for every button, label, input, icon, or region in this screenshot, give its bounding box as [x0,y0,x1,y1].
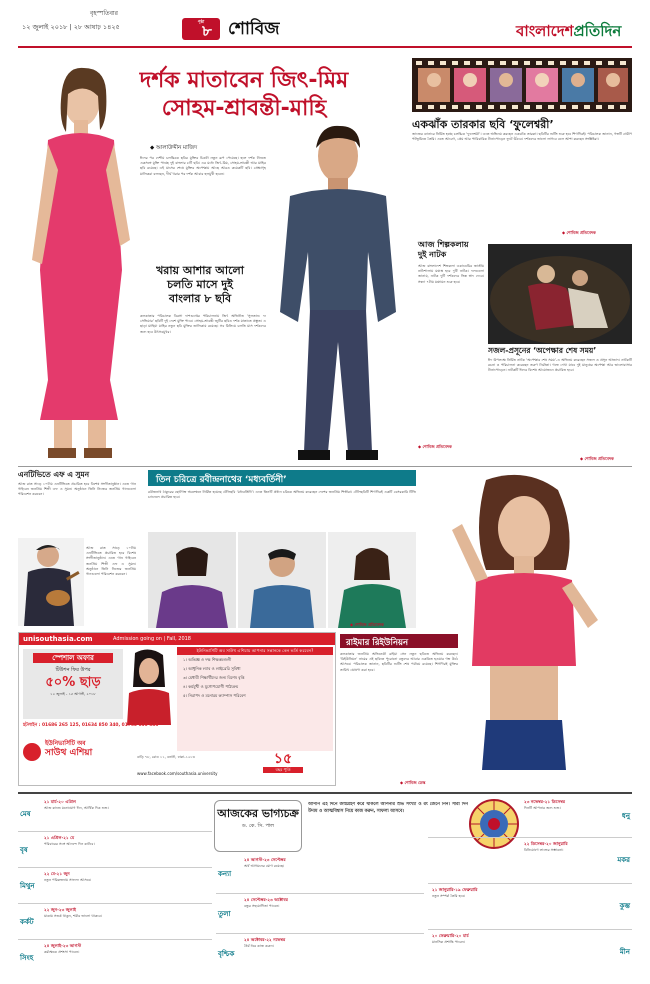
tagore-body: রবীন্দ্রনাথ ঠাকুরের ছোটগল্প অবলম্বনে নির্মিত হয়েছে টেলিছবি ‘মধ্যবর্তিনী’। এতে তিনটি প্রধান চরিত্রে অভিনয় করেছেন দেশের জনপ্রিয় শিল্পীরা। টেলিছবিটি শিগগিরই একটি বেসরকারি টিভি চ্যানেলে প্রচারিত হবে। [148,490,416,500]
ad-feature-3: ৩। মেধাবী শিক্ষার্থীদের জন্য বিশেষ বৃত্তি [183,675,245,680]
drama-body: আজ বাংলাদেশ শিল্পকলা একাডেমির জাতীয় নাট্যশালায় মঞ্চস্থ হবে দুটি নাটক। দলগুলো জানায়, নাটক দুটি দর্শকদের ভিন্ন স্বাদ দেবে। সন্ধ্যা ৭টায় মঞ্চায়ন শুরু হবে। [418,264,484,284]
drama-credit [418,444,484,451]
sign-name: তুলা [218,910,231,918]
play-title: সজল-প্রসূনের ‘অপেক্ষার শেষ সময়’ [488,346,597,355]
sign-date: ২৪ সেপ্টেম্বর-২৩ অক্টোবর [244,897,288,902]
byline-text: আলাউদ্দীন মাজিদ [155,145,198,151]
credit-bullet-icon: ◆ [562,230,567,235]
pull-quote [136,264,264,306]
ad-admission: Admission going on | Fall, 2018 [113,636,191,642]
sign-name: ধনু [621,812,630,820]
flashback-title: একঝাঁক তারকার ছবি ‘ফুলেশ্বরী’ [412,118,554,131]
ad-anniv-number: ১৫ [273,751,293,767]
masthead-rule [18,46,632,48]
sign-taurus [18,834,212,868]
sign-text: যাত্রায় সতর্ক থাকুন, শরীর ভালো থাকবে। [44,914,102,918]
page-number: ৮ [202,22,212,40]
date-line: ১২ জুলাই ২০১৮ | ২৮ আষাঢ় ১৪২৫ [22,23,120,31]
actor-photo [268,112,408,464]
horoscope-intro: আপনি এই দিনে জন্মগ্রহণ করে থাকলে আপনার শুভ সংখ্যা ও রং জেনে নিন। সারা দিন উদ্যম ও আত্মবিশ্বাস নিয়ে কাজ করুন, সাফল্য আসবে। [308,802,468,814]
ad-phone[interactable]: হটলাইন : 01686 265 125, 01634 850 340, 01763 030 636 [23,723,159,728]
sign-text: বন্ধুর সহযোগিতা পাবেন। [244,904,280,908]
sign-date: ২৪ জুলাই-২৩ আগস্ট [44,943,82,948]
sign-text: ধৈর্য ধরে কাজ করুন। [244,944,274,948]
sign-sagittarius [428,798,632,838]
ad-domain: unisouthasia.com [23,635,93,643]
lead-body-1: ঈদের পর দেশীয় চলচ্চিত্রে ছবির মুক্তির চিত্রটা নতুন রূপ পেয়েছে। হলে দর্শক টানতে একসঙ্গে মুক্তি পাচ্ছে দুই বাংলার ৮টি ছবি। এর মধ্যে জিৎ-মিম, সোহম-শ্রাবন্তী আর মাহির ছবি রয়েছে। এই মাসের শেষে মুক্তির অপেক্ষায় আছে আরও কয়েকটি ছবি। প্রেক্ষাগৃহ মালিকরা বলছেন, দীর্ঘ খরার পর দর্শক আবার হলমুখী হবেন। [140,156,266,176]
ad-feature-4: ৪। কর্মমুখী ও যুগোপযোগী পাঠ্যক্রম [183,684,239,689]
sign-text: অর্থ আগমনের যোগ রয়েছে। [244,864,285,868]
sign-leo [18,942,212,976]
sign-name: সিংহ [20,954,34,962]
lead-headline-2: সোহম-শ্রাবন্তী-মাহি [161,96,327,121]
raima-title-bar [340,634,458,648]
flashback-story [412,58,632,238]
byline-bullet-icon: ◆ [150,145,156,151]
sign-text: মানসিক প্রশান্তি পাবেন। [432,940,466,944]
tagore-title-bar [148,470,416,486]
logo-part-a: বাংলাদেশ [516,22,574,40]
suman-title: এনটিভিতে এফ এ সুমন [18,470,90,479]
sign-name: কুম্ভ [619,902,630,910]
sign-name: মেষ [20,810,31,818]
ad-anniv-sub: বছর পূর্তি [263,767,303,773]
ad-deadline: ১২ জুলাই - ১৫ আগস্ট, ২০১৮ [50,692,96,696]
lead-headline-1: দর্শক মাতাবেন জিৎ-মিম [139,68,349,93]
raima-credit [400,780,425,787]
ad-brand-2: সাউথ এশিয়া [45,748,93,758]
university-ad[interactable] [18,632,336,786]
pull-quote-line-3: বাংলার ৮ ছবি [168,292,232,305]
sign-libra [216,896,424,934]
sign-date: ২১ এপ্রিল-২১ মে [44,835,75,840]
page-label: পৃষ্ঠা [197,19,205,24]
tagore-credit [350,622,384,629]
sign-aries [18,798,212,832]
sign-name: কন্যা [218,870,232,878]
masthead [0,0,650,52]
ad-top-bar [19,633,335,645]
logo-part-b: প্রতিদিন [573,22,622,40]
sign-text: কর্মক্ষেত্রে প্রশংসা পাবেন। [44,950,80,954]
sign-date: ২০ ফেব্রুয়ারি-২০ মার্চ [432,933,469,938]
credit-text: শোবিজ প্রতিবেদক [584,456,614,461]
sign-name: মীন [619,948,630,956]
sign-name: কর্কট [20,918,34,926]
section-title: শোবিজ [228,19,280,39]
tagore-photo-2 [238,532,326,628]
sign-text: বিনিয়োগে লাভের সম্ভাবনা। [524,848,564,852]
sign-date: ২২ জুন-২৩ জুলাই [44,907,77,912]
lead-body-2: কলকাতার পরিচালক বিরসা দাশগুপ্তের পরিচালনায় জিৎ অভিনীত ‘সুলতান: দ্য সেভিয়ার’ ছবিটি দুই দেশে মুক্তি পাবে। সোহম-শ্রাবন্তী জুটির ছবিও দর্শক মাতাতে প্রস্তুত। এ ছাড়া মাহিয়া মাহির নতুন ছবি মুক্তির তালিকায় রয়েছে। সব মিলিয়ে চলতি মাস দর্শকদের জন্য হবে উৎসবমুখর। [140,314,266,334]
ad-feature-1: ১। অভিজ্ঞ ও দক্ষ শিক্ষকমণ্ডলী [183,657,232,662]
drama-title-2: দুই নাটক [418,250,447,259]
sign-capricorn [428,840,632,884]
suman-body: আজ রাত সাড়ে ১০টায় এনটিভিতে প্রচারিত হবে বিশেষ সংগীতানুষ্ঠান। এতে গান গাইবেন জনপ্রিয় শিল্পী এফ এ সুমন। অনুষ্ঠানে তিনি নিজের জনপ্রিয় গানগুলো পরিবেশন করবেন। [18,482,136,497]
credit-bullet-icon: ◆ [350,622,355,627]
sign-text: আজ কাজে মনোযোগ দিন, আর্থিক দিক শুভ। [44,806,109,810]
ad-feature-2: ২। আধুনিক ল্যাব ও লাইব্রেরি সুবিধা [183,666,241,671]
lead-story [18,52,410,464]
raima-title: রাইমার রিইউনিয়ন [346,638,409,648]
pull-quote-line-1: খরায় আশার আলো [156,264,244,277]
flashback-body: জাজের ব্যানারে নির্মিত হচ্ছে চলচ্চিত্র ‘ফুলেশ্বরী’। এতে অভিনয় করছেন একঝাঁক তারকা। ছবিটির শুটিং শুরু হবে শিগগিরই। পরিচালক জানান, গল্পটি গ্রামীণ পটভূমিতে তৈরি। এতে আবেগ, প্রেম আর পারিবারিক টানাপোড়েন ফুটে উঠবে। দর্শকদের ভালো লাগবে বলে আশা করছেন সংশ্লিষ্টরা। [412,132,632,142]
play-body: ঈদ উপলক্ষে নির্মিত নাটক ‘অপেক্ষার শেষ সময়’-এ অভিনয় করেছেন সজল ও প্রসূন আজাদ। নাটকটি রচনা ও পরিচালনা করেছেন তরুণ নির্মাতা। গল্পে দেখা যাবে দুই মানুষের অপেক্ষা আর ভালোবাসার টানাপোড়েন। নাটকটি ঈদের বিশেষ আয়োজনে প্রচারিত হবে। [488,358,632,373]
drama-title-1: আজ শিল্পকলায় [418,240,469,249]
sign-date: ২২ ডিসেম্বর-২০ জানুয়ারি [524,841,568,846]
film-strip [412,58,632,112]
ad-address: বাড়ি ৭৮, রোড ১১, বনানী, ঢাকা-১২১৩ [137,755,195,759]
stage-photo [488,244,632,344]
pull-quote-line-2: চলতি মাসে দুই [167,278,233,291]
horoscope-author: ড. কে. সি. পাল [241,823,275,829]
sign-date: ২৩ নভেম্বর-২১ ডিসেম্বর [524,799,566,804]
sign-date: ২৪ আগস্ট-২৩ সেপ্টেম্বর [244,857,286,862]
ad-offer-2: টিউশন ফির উপর [55,667,91,673]
sign-text: দিনটি আপনার জন্য শুভ। [524,806,561,810]
sign-name: বৃষ [20,846,28,854]
ad-feature-5: ৫। নিরাপদ ও মনোরম ক্যাম্পাস পরিবেশ [183,693,246,698]
horoscope-title: আজকের ভাগ্যচক্র [217,807,299,820]
ad-anniversary-badge [263,751,303,781]
drama-story [418,240,484,460]
lead-byline [150,145,197,153]
ad-brand [23,739,133,759]
ad-facebook[interactable]: www.facebook.com/southasia.university [137,771,218,776]
ad-offer-box [23,649,123,719]
suman-body-2: আজ রাত সাড়ে ১০টায় এনটিভিতে প্রচারিত হবে বিশেষ সংগীতানুষ্ঠান। এতে গান গাইবেন জনপ্রিয় শিল্পী এফ এ সুমন। অনুষ্ঠানে তিনি নিজের জনপ্রিয় গানগুলো পরিবেশন করবেন। [86,546,136,577]
singer-photo [18,538,84,626]
credit-text: শোবিজ প্রতিবেদক [422,444,452,449]
horoscope-section [18,792,632,974]
flashback-credit [562,230,596,237]
newspaper-logo[interactable] [516,20,621,45]
play-credit [580,456,614,463]
sign-date: ২২ মে-২১ জুন [44,871,70,876]
horoscope-title-box [214,800,302,852]
sign-date: ২১ মার্চ-২০ এপ্রিল [44,799,76,804]
ad-features-panel [177,647,333,751]
ad-student-photo [123,647,175,725]
sign-virgo [216,856,424,894]
tagore-photo-1 [148,532,236,628]
sign-text: নতুন পরিকল্পনায় সাফল্য আসবে। [44,878,92,882]
sign-date: ২৪ অক্টোবর-২২ নভেম্বর [244,937,286,942]
sign-gemini [18,870,212,904]
tagore-title: তিন চরিত্রে রবীন্দ্রনাথের ‘মধ্যবর্তিনী’ [156,475,287,485]
tagore-photo-3 [328,532,416,628]
ad-brand-1: ইউনিভার্সিটি অব [45,740,86,747]
sign-text: পরিবারের সঙ্গে আনন্দে দিন কাটবে। [44,842,95,846]
ad-offer-1: স্পেশাল অফার [33,653,113,663]
credit-bullet-icon: ◆ [418,444,423,449]
ad-discount: ৫০% ছাড় [45,675,101,690]
page-number-box [182,18,220,40]
credit-bullet-icon: ◆ [400,780,405,785]
credit-text: শোবিজ ডেস্ক [404,780,426,785]
raima-body: কলকাতার জনপ্রিয় অভিনেত্রী রাইমা সেন নতুন ছবিতে অভিনয় করছেন। ‘রিইউনিয়ন’ নামের এই ছবিতে পুরোনো বন্ধুদের আবার একত্রিত হওয়ার গল্প উঠে আসবে। পরিচালক জানান, ছবিটির শুটিং শেষ পর্যায়ে রয়েছে। শিগগিরই মুক্তির তারিখ ঘোষণা করা হবে। [340,652,458,672]
sign-date: ২১ জানুয়ারি-১৯ ফেব্রুয়ারি [432,887,478,892]
sign-name: বৃশ্চিক [218,950,235,958]
day-label: বৃহস্পতিবার [90,10,118,17]
sign-pisces [428,932,632,976]
sign-text: নতুন সম্পর্ক তৈরি হবে। [432,894,466,898]
credit-text: শোবিজ প্রতিবেদক [566,230,596,235]
sign-name: মকর [617,856,630,864]
sign-cancer [18,906,212,940]
ad-logo-icon [23,743,41,761]
ad-features-title: ইউনিভার্সিটি অব সাউথ এশিয়ায় আপনার সন্তানকে কেন ভর্তি করবেন? [177,647,333,655]
credit-bullet-icon: ◆ [580,456,585,461]
sign-scorpio [216,936,424,974]
sign-aquarius [428,886,632,930]
section-divider [18,466,632,467]
sign-name: মিথুন [20,882,35,890]
credit-text: শোবিজ প্রতিবেদক [354,622,384,627]
